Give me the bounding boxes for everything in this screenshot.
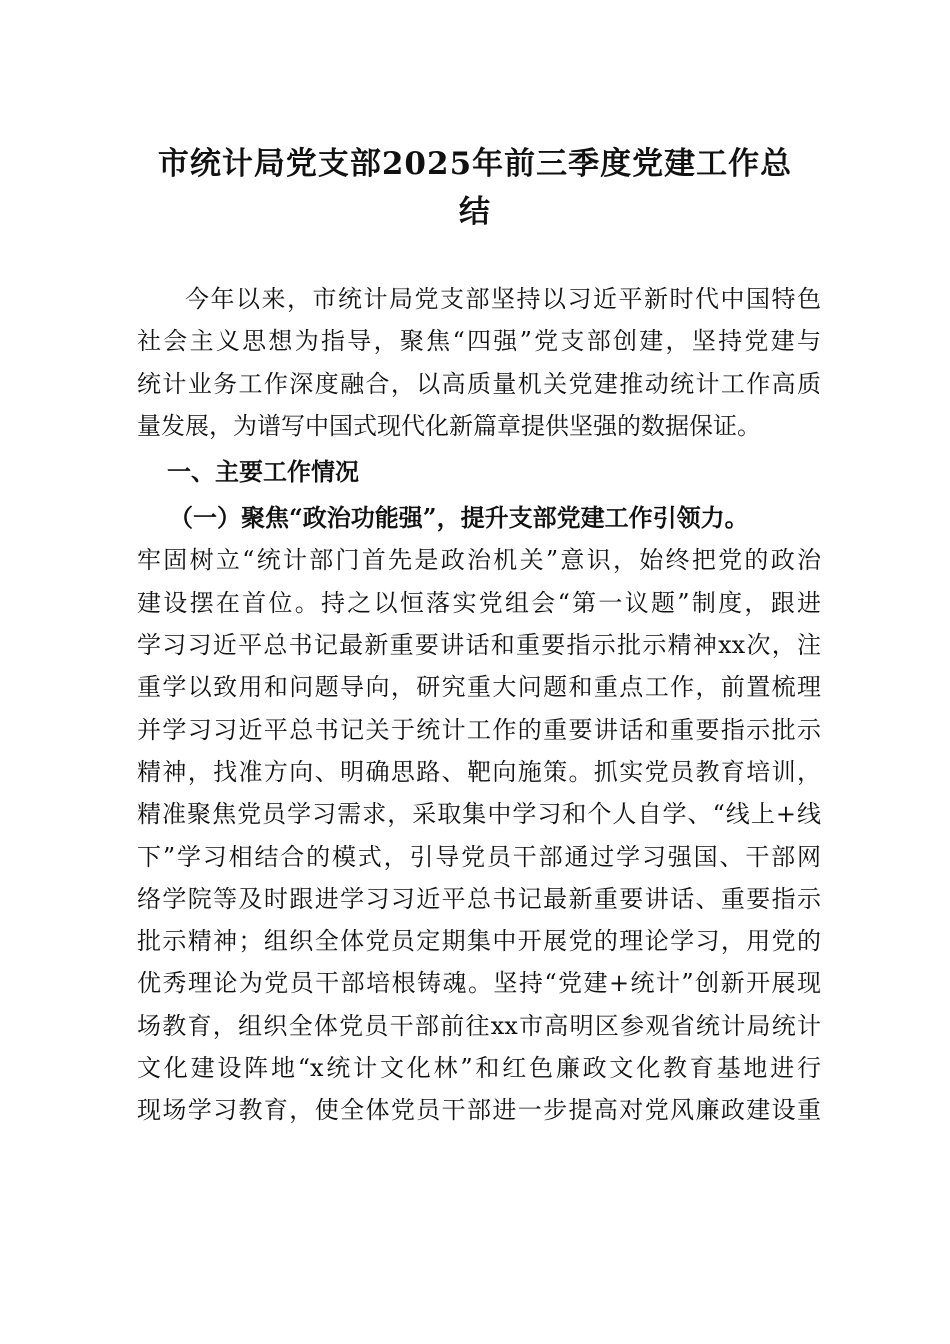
document-body (137, 278, 821, 1132)
text-line: 建设摆在首位。持之以恒落实党组会“第一议题”制度，跟进 (137, 588, 821, 617)
text-line: 文化建设阵地“x统计文化林”和红色廉政文化教育基地进行 (137, 1054, 821, 1083)
text-line: 社会主义思想为指导，聚焦“四强”党支部创建，坚持党建与 (137, 327, 821, 356)
section-heading: 一、主要工作情况 (167, 458, 359, 487)
title-line-2: 结 (459, 194, 491, 230)
body-paragraph (137, 539, 821, 1131)
text-line: 现场学习教育，使全体党员干部进一步提高对党风廉政建设重 (137, 1096, 821, 1125)
subsection-heading: （一）聚焦“政治功能强”，提升支部党建工作引领力。 (169, 503, 749, 533)
text-line: 优秀理论为党员干部培根铸魂。坚持“党建+统计”创新开展现 (137, 969, 821, 998)
text-line: 场教育，组织全体党员干部前往xx市高明区参观省统计局统计 (137, 1011, 821, 1040)
text-line: 批示精神；组织全体党员定期集中开展党的理论学习，用党的 (137, 927, 821, 956)
text-line: 量发展，为谱写中国式现代化新篇章提供坚强的数据保证。 (137, 411, 761, 440)
document-title (120, 140, 830, 236)
intro-paragraph (137, 278, 821, 447)
text-line: 精神，找准方向、明确思路、靶向施策。抓实党员教育培训， (137, 757, 821, 786)
text-line: 牢固树立“统计部门首先是政治机关”意识，始终把党的政治 (137, 546, 821, 575)
text-line: 重学以致用和问题导向，研究重大问题和重点工作，前置梳理 (137, 673, 821, 702)
text-line: 精准聚焦党员学习需求，采取集中学习和个人自学、“线上+线 (137, 800, 821, 829)
text-line: 并学习习近平总书记关于统计工作的重要讲话和重要指示批示 (137, 715, 821, 744)
text-line: 下”学习相结合的模式，引导党员干部通过学习强国、干部网 (137, 842, 821, 871)
text-line: 学习习近平总书记最新重要讲话和重要指示批示精神xx次，注 (137, 631, 821, 660)
title-line-1: 市统计局党支部2025年前三季度党建工作总 (157, 146, 793, 182)
text-line: 络学院等及时跟进学习习近平总书记最新重要讲话、重要指示 (137, 884, 821, 913)
text-line: 统计业务工作深度融合，以高质量机关党建推动统计工作高质 (137, 369, 821, 398)
text-line: 今年以来，市统计局党支部坚持以习近平新时代中国特色 (185, 285, 821, 313)
